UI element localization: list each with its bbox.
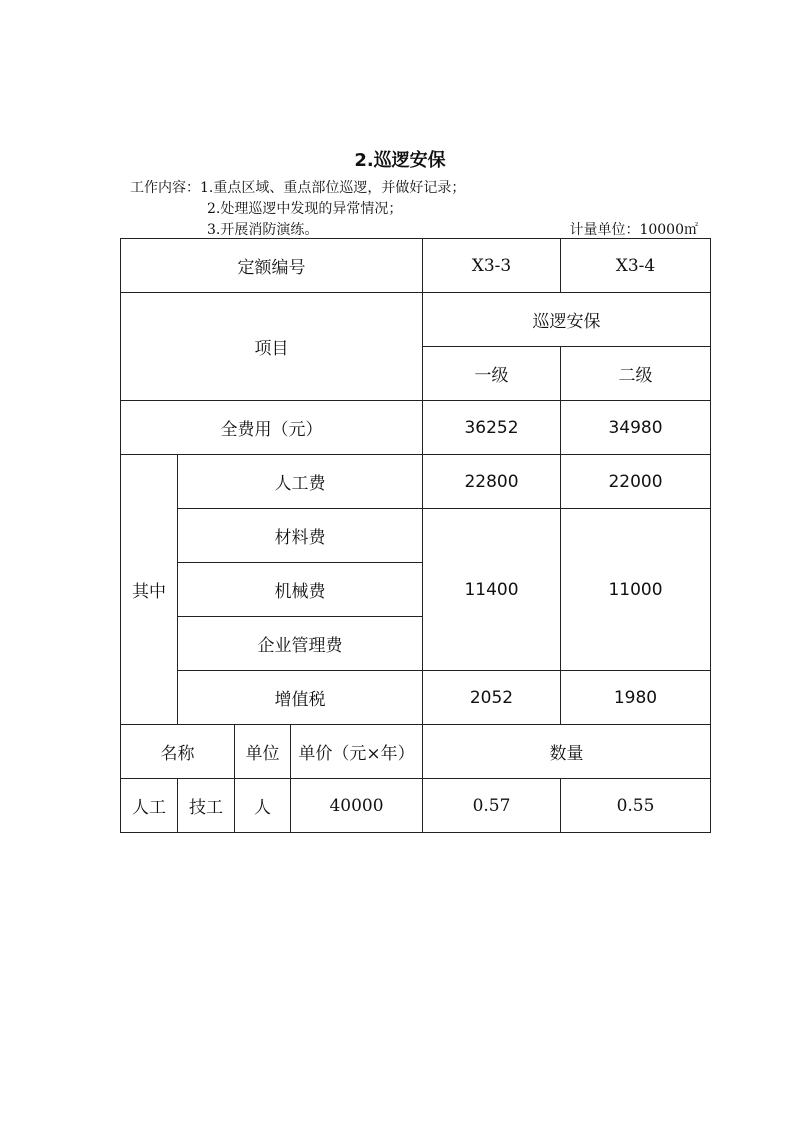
combined-value: 11400 bbox=[423, 509, 561, 671]
table-row bbox=[121, 455, 711, 509]
qty-header: 数量 bbox=[423, 725, 711, 779]
table-row bbox=[121, 671, 711, 725]
table-row bbox=[121, 509, 711, 563]
work-content-line-1 bbox=[130, 177, 465, 197]
row-price: 40000 bbox=[291, 779, 423, 833]
table-row bbox=[121, 779, 711, 833]
among-label: 其中 bbox=[121, 455, 178, 725]
vat-value: 1980 bbox=[561, 671, 711, 725]
work-content-label: 工作内容： bbox=[130, 180, 200, 196]
row-qty: 0.57 bbox=[423, 779, 561, 833]
total-value: 36252 bbox=[423, 401, 561, 455]
name-header: 名称 bbox=[121, 725, 235, 779]
mgmt-label: 企业管理费 bbox=[178, 617, 423, 671]
code-cell: X3-4 bbox=[561, 239, 711, 293]
row-type: 技工 bbox=[178, 779, 235, 833]
level-cell: 一级 bbox=[423, 347, 561, 401]
page-title: 2.巡逻安保 bbox=[354, 150, 446, 171]
material-label: 材料费 bbox=[178, 509, 423, 563]
code-cell: X3-3 bbox=[423, 239, 561, 293]
table-row bbox=[121, 725, 711, 779]
level-cell: 二级 bbox=[561, 347, 711, 401]
row-unit: 人 bbox=[235, 779, 291, 833]
table-row bbox=[121, 239, 711, 293]
row-name: 人工 bbox=[121, 779, 178, 833]
vat-label: 增值税 bbox=[178, 671, 423, 725]
labor-label: 人工费 bbox=[178, 455, 423, 509]
project-label: 项目 bbox=[121, 293, 423, 401]
total-value: 34980 bbox=[561, 401, 711, 455]
combined-value: 11000 bbox=[561, 509, 711, 671]
quota-table bbox=[120, 238, 711, 833]
labor-value: 22000 bbox=[561, 455, 711, 509]
machine-label: 机械费 bbox=[178, 563, 423, 617]
labor-value: 22800 bbox=[423, 455, 561, 509]
quota-no-label: 定额编号 bbox=[121, 239, 423, 293]
measurement-unit: 计量单位：10000㎡ bbox=[569, 222, 698, 238]
group-label: 巡逻安保 bbox=[423, 293, 711, 347]
table-row bbox=[121, 401, 711, 455]
table-row bbox=[121, 293, 711, 347]
unit-header: 单位 bbox=[235, 725, 291, 779]
work-content-item-3: 3.开展消防演练。 bbox=[207, 222, 319, 238]
total-label: 全费用（元） bbox=[121, 401, 423, 455]
work-content-item-2: 2.处理巡逻中发现的异常情况； bbox=[207, 201, 403, 217]
price-header: 单价（元×年） bbox=[291, 725, 423, 779]
row-qty: 0.55 bbox=[561, 779, 711, 833]
vat-value: 2052 bbox=[423, 671, 561, 725]
work-content-item-1: 1.重点区域、重点部位巡逻，并做好记录； bbox=[200, 180, 466, 196]
